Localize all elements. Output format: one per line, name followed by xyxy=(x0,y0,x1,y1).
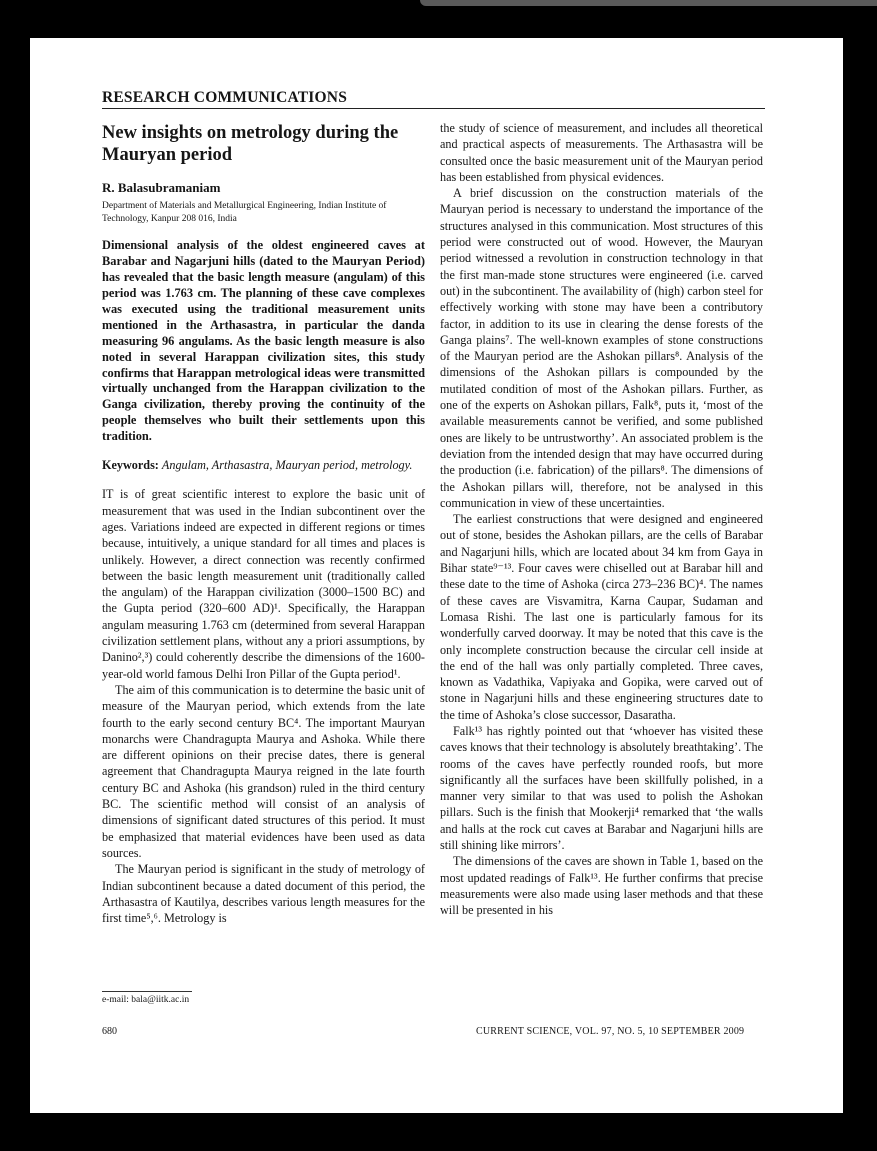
window-top-bar xyxy=(0,0,877,8)
body-paragraph: The aim of this communication is to determine the basic unit of measure of the Mauryan period, which extends from the late fourth to the early second century BC⁴. The important Mauryan monarchs were Chandragupta Maurya and Ashoka. While there are different opinions on their precise dates, there is general agreement that Chandragupta Maurya reigned in the late fourth century BC and Ashoka (his grandson) ruled in the third century BC. The scientific method will consist of an analysis of dimensions of significant dated structures of this period. It must be emphasized that material evidences have been used as data sources. xyxy=(102,682,425,860)
body-paragraph: The earliest constructions that were designed and engineered out of stone, besides the Ashokan pillars, are the cells of Barabar and Nagarjuni hills, which are located about 34 km from Gaya in Bihar state⁹⁻¹³. Four caves were chiselled out at Barabar hill and these date to the time of Ashoka (circa 273–236 BC)⁴. The names of these caves are Visvamitra, Karna Caupar, Sudaman and Lomasa Rishi. The last one is particularly famous for its wonderfully carved doorway. It may be noted that this cave is the only incomplete construction because the circular cell inside at the end of the hall was only partially completed. Three caves, known as Vadathika, Vapiyaka and Gopika, were carved out of stone in Nagarjuni hills and these engineering structures date to the time of Ashoka’s close successor, Dasaratha. xyxy=(440,512,763,722)
section-header: RESEARCH COMMUNICATIONS xyxy=(102,89,348,106)
body-paragraph: Falk¹³ has rightly pointed out that ‘whoever has visited these caves knows that their technology is absolutely breathtaking’. The rooms of the caves have perfectly rounded roofs, but more significantly all the surfaces have been skillfully polished, in a manner very similar to that was used to polish the Ashokan pillars. Such is the finish that Mookerji⁴ remarked that ‘the walls and halls at the rock cut caves at Barabar and Nagarjuni hills are still shining like mirrors’. xyxy=(440,723,763,853)
keywords-text: Angulam, Arthasastra, Mauryan period, metrology. xyxy=(161,458,413,473)
keywords-label: Keywords: xyxy=(102,458,159,473)
left-column xyxy=(102,122,425,926)
author-email: e-mail: bala@iitk.ac.in xyxy=(102,995,190,1005)
body-paragraph: A brief discussion on the construction materials of the Mauryan period is necessary to understand the importance of the structures analysed in this communication. Most structures of this period were constructed out of wood. However, the Mauryan period witnessed a revolution in construction technology in that the first man-made stone structures were engineered (i.e. carved out) in the subcontinent. The availability of (high) carbon steel for effectively working with stone may have been a contributory factor, in addition to its use in clearing the dense forests of the Ganga plains⁷. The well-known examples of stone constructions of the Mauryan period are the Ashokan pillars⁸. Analysis of the dimensions of the Ashokan pillars is compounded by the mutilated condition of most of the Ashokan pillars. Further, as one of the experts on Ashokan pillars, Falk⁸, puts it, ‘most of the available measurements cannot be verified, and some published ones are likely to be untrustworthy’. An associated problem is the deviation from the intended design that may have occurred during the production (i.e. fabrication) of the pillars⁸. The dimensions of the Ashokan pillars will, therefore, not be analysed in this communication in view of these uncertainties. xyxy=(440,186,763,510)
footnote-rule xyxy=(102,991,192,992)
body-paragraph: The dimensions of the caves are shown in Table 1, based on the most updated readings of Falk¹³. He further confirms that precise measurements were also made using laser methods and that these will be presented in his xyxy=(440,854,763,918)
abstract: Dimensional analysis of the oldest engineered caves at Barabar and Nagarjuni hills (dated to the Mauryan Period) has revealed that the basic length measure (angulam) of this period was 1.763 cm. The planning of these cave complexes was executed using the traditional measurement units mentioned in the Arthasastra, in particular the danda measuring 96 angulams. As the basic length measure is also noted in several Harappan civilization sites, this study confirms that Harappan metrological ideas were transmitted virtually unchanged from the Harappan civilization to the Ganga civilization, thereby proving the continuity of the people themselves who built their settlements upon this tradition. xyxy=(102,238,425,444)
right-column xyxy=(440,120,763,919)
author-affiliation: Department of Materials and Metallurgical Engineering, Indian Institute of Technology, Kanpur 208 016, India xyxy=(102,201,387,225)
article-title: New insights on metrology during the Mauryan period xyxy=(102,123,399,165)
keywords xyxy=(102,457,425,473)
body-paragraph: IT is of great scientific interest to explore the basic unit of measurement that was used in the Indian subcontinent over the ages. Variations indeed are expected in different regions or times because, intuitively, a unique standard for all times and places is unlikely. However, a direct connection was recently confirmed between the basic length measurement unit (traditionally called the angulam) of the Harappan civilization (3000–1500 BC) and the Gupta period (320–600 AD)¹. Specifically, the Harappan angulam measuring 1.763 cm (determined from several Harappan civilization settlement plans, without any a priori assumptions, by Danino²,³) could coherently describe the dimensions of the 1600-year-old world famous Delhi Iron Pillar of the Gupta period¹. xyxy=(102,487,425,681)
document-page xyxy=(30,38,843,1113)
article-author: R. Balasubramaniam xyxy=(102,180,221,195)
page-number: 680 xyxy=(102,1026,117,1037)
window-tab xyxy=(420,0,877,6)
journal-citation: CURRENT SCIENCE, VOL. 97, NO. 5, 10 SEPTEMBER 2009 xyxy=(476,1026,745,1037)
body-paragraph: The Mauryan period is significant in the study of metrology of Indian subcontinent because a dated document of this period, the Arthasastra of Kautilya, describes various length measures for the first time⁵,⁶. Metrology is xyxy=(102,862,425,926)
body-paragraph: the study of science of measurement, and includes all theoretical and practical aspects of measurements. The Arthasastra will be consulted once the basic measurement unit of the Mauryan period has been established from physical evidences. xyxy=(440,121,763,184)
header-rule xyxy=(102,108,765,109)
